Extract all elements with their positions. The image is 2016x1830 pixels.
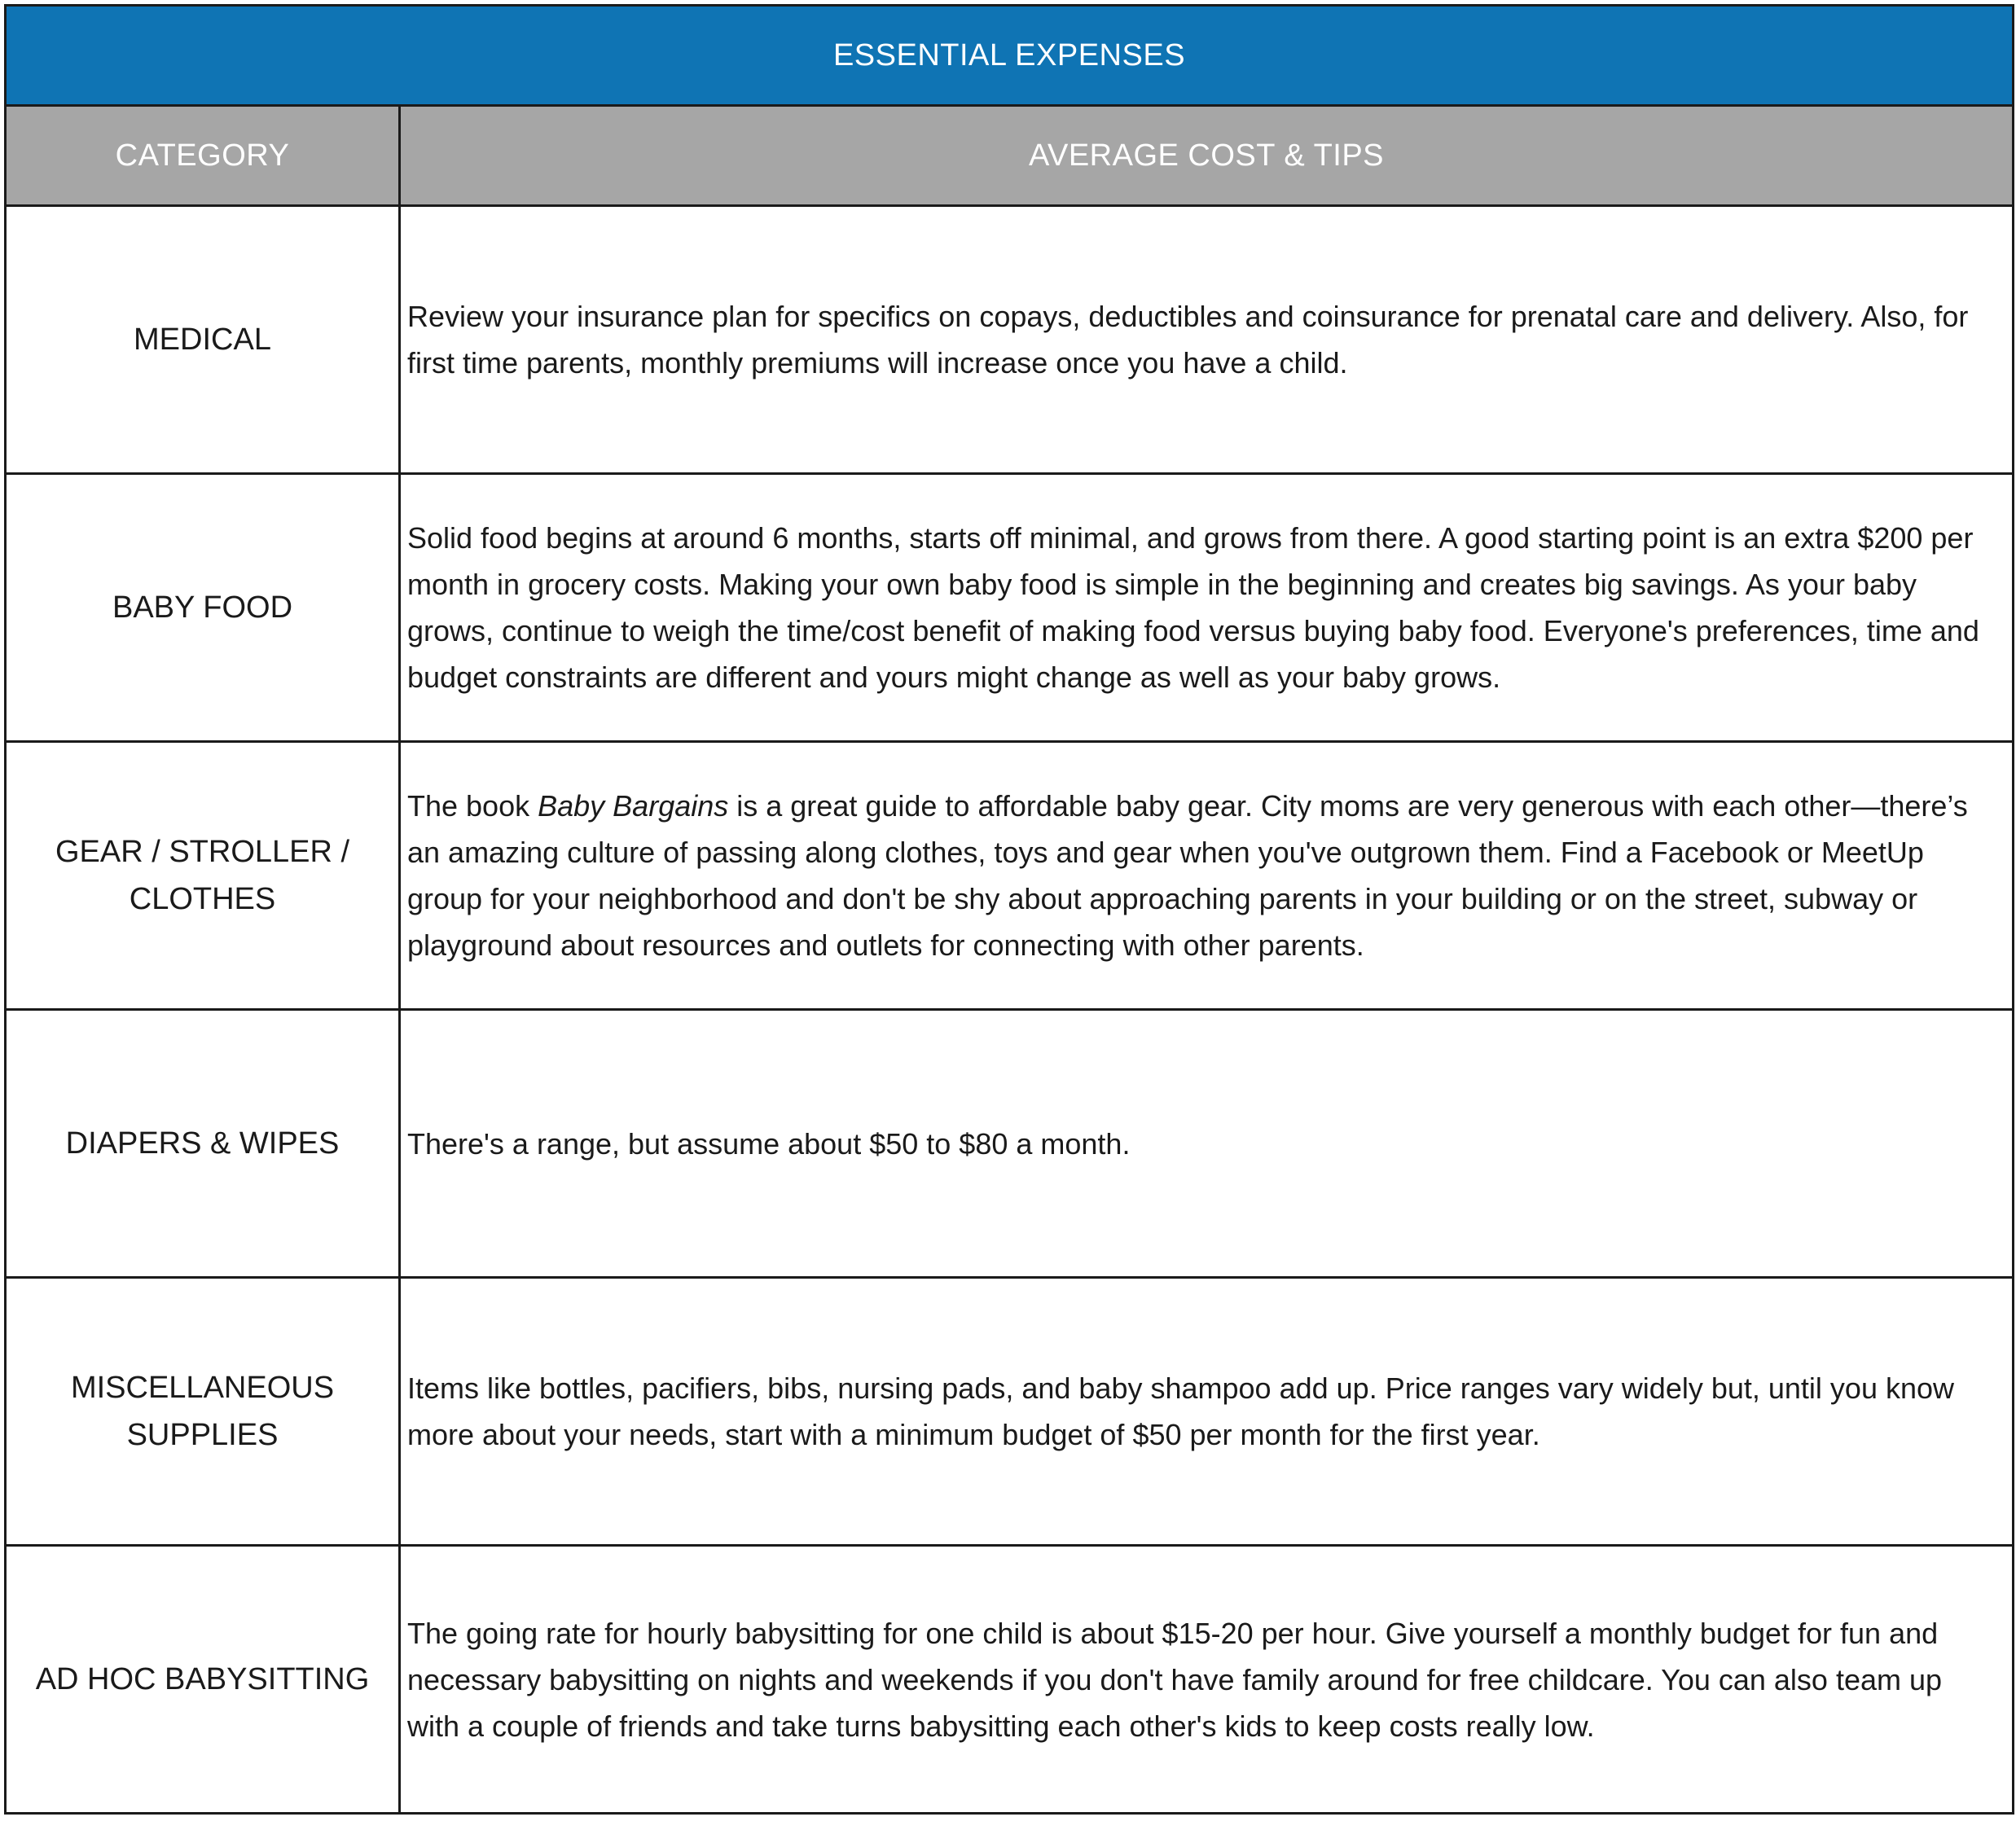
category-cell: AD HOC BABYSITTING <box>6 1546 400 1814</box>
category-cell: MEDICAL <box>6 206 400 474</box>
column-header-row <box>6 106 2014 206</box>
tip-cell: The going rate for hourly babysitting for one child is about $15-20 per hour. Give yourself a monthly budget for fun and necessary babysitting on nights and weekends if you don't have family around for free childcare. You can also team up with a couple of friends and take turns babysitting each other's kids to keep costs really low. <box>400 1546 2014 1814</box>
table-row-miscellaneous-supplies <box>6 1278 2014 1546</box>
table-row-medical <box>6 206 2014 474</box>
table-row-baby-food <box>6 474 2014 742</box>
category-column-header: CATEGORY <box>6 106 400 206</box>
tip-cell: Solid food begins at around 6 months, starts off minimal, and grows from there. A good starting point is an extra $200 per month in grocery costs. Making your own baby food is simple in the beginning and creates big savings. As your baby grows, continue to weigh the time/cost benefit of making food versus buying baby food. Everyone's preferences, time and budget constraints are different and yours might change as well as your baby grows. <box>400 474 2014 742</box>
tips-column-header: AVERAGE COST & TIPS <box>400 106 2014 206</box>
tip-cell <box>400 742 2014 1010</box>
tip-cell: Review your insurance plan for specifics on copays, deductibles and coinsurance for prenatal care and delivery. Also, for first time parents, monthly premiums will increase once you have a child. <box>400 206 2014 474</box>
table-title-row <box>6 6 2014 106</box>
book-title: Baby Bargains <box>538 789 729 823</box>
category-cell: DIAPERS & WIPES <box>6 1010 400 1278</box>
table-row-ad-hoc-babysitting <box>6 1546 2014 1814</box>
tip-text-prefix: The book <box>407 789 538 823</box>
tip-text-suffix: is a great guide to affordable baby gear. City moms are very generous with each other—there’s an amazing culture of passing along clothes, toys and gear when you've outgrown them. Find a Facebook or MeetUp group for your neighborhood and don't be shy about approaching parents in your building or on the street, subway or playground about resources and outlets for connecting with other parents. <box>407 789 1968 962</box>
category-cell: GEAR / STROLLER / CLOTHES <box>6 742 400 1010</box>
table-row-gear-stroller-clothes <box>6 742 2014 1010</box>
table-title: ESSENTIAL EXPENSES <box>6 6 2014 106</box>
essential-expenses-table <box>4 4 2014 1815</box>
table-row-diapers-wipes <box>6 1010 2014 1278</box>
category-cell: MISCELLANEOUS SUPPLIES <box>6 1278 400 1546</box>
category-cell: BABY FOOD <box>6 474 400 742</box>
tip-cell: There's a range, but assume about $50 to $80 a month. <box>400 1010 2014 1278</box>
tip-cell: Items like bottles, pacifiers, bibs, nursing pads, and baby shampoo add up. Price ranges vary widely but, until you know more about your needs, start with a minimum budget of $50 per month for the first year. <box>400 1278 2014 1546</box>
